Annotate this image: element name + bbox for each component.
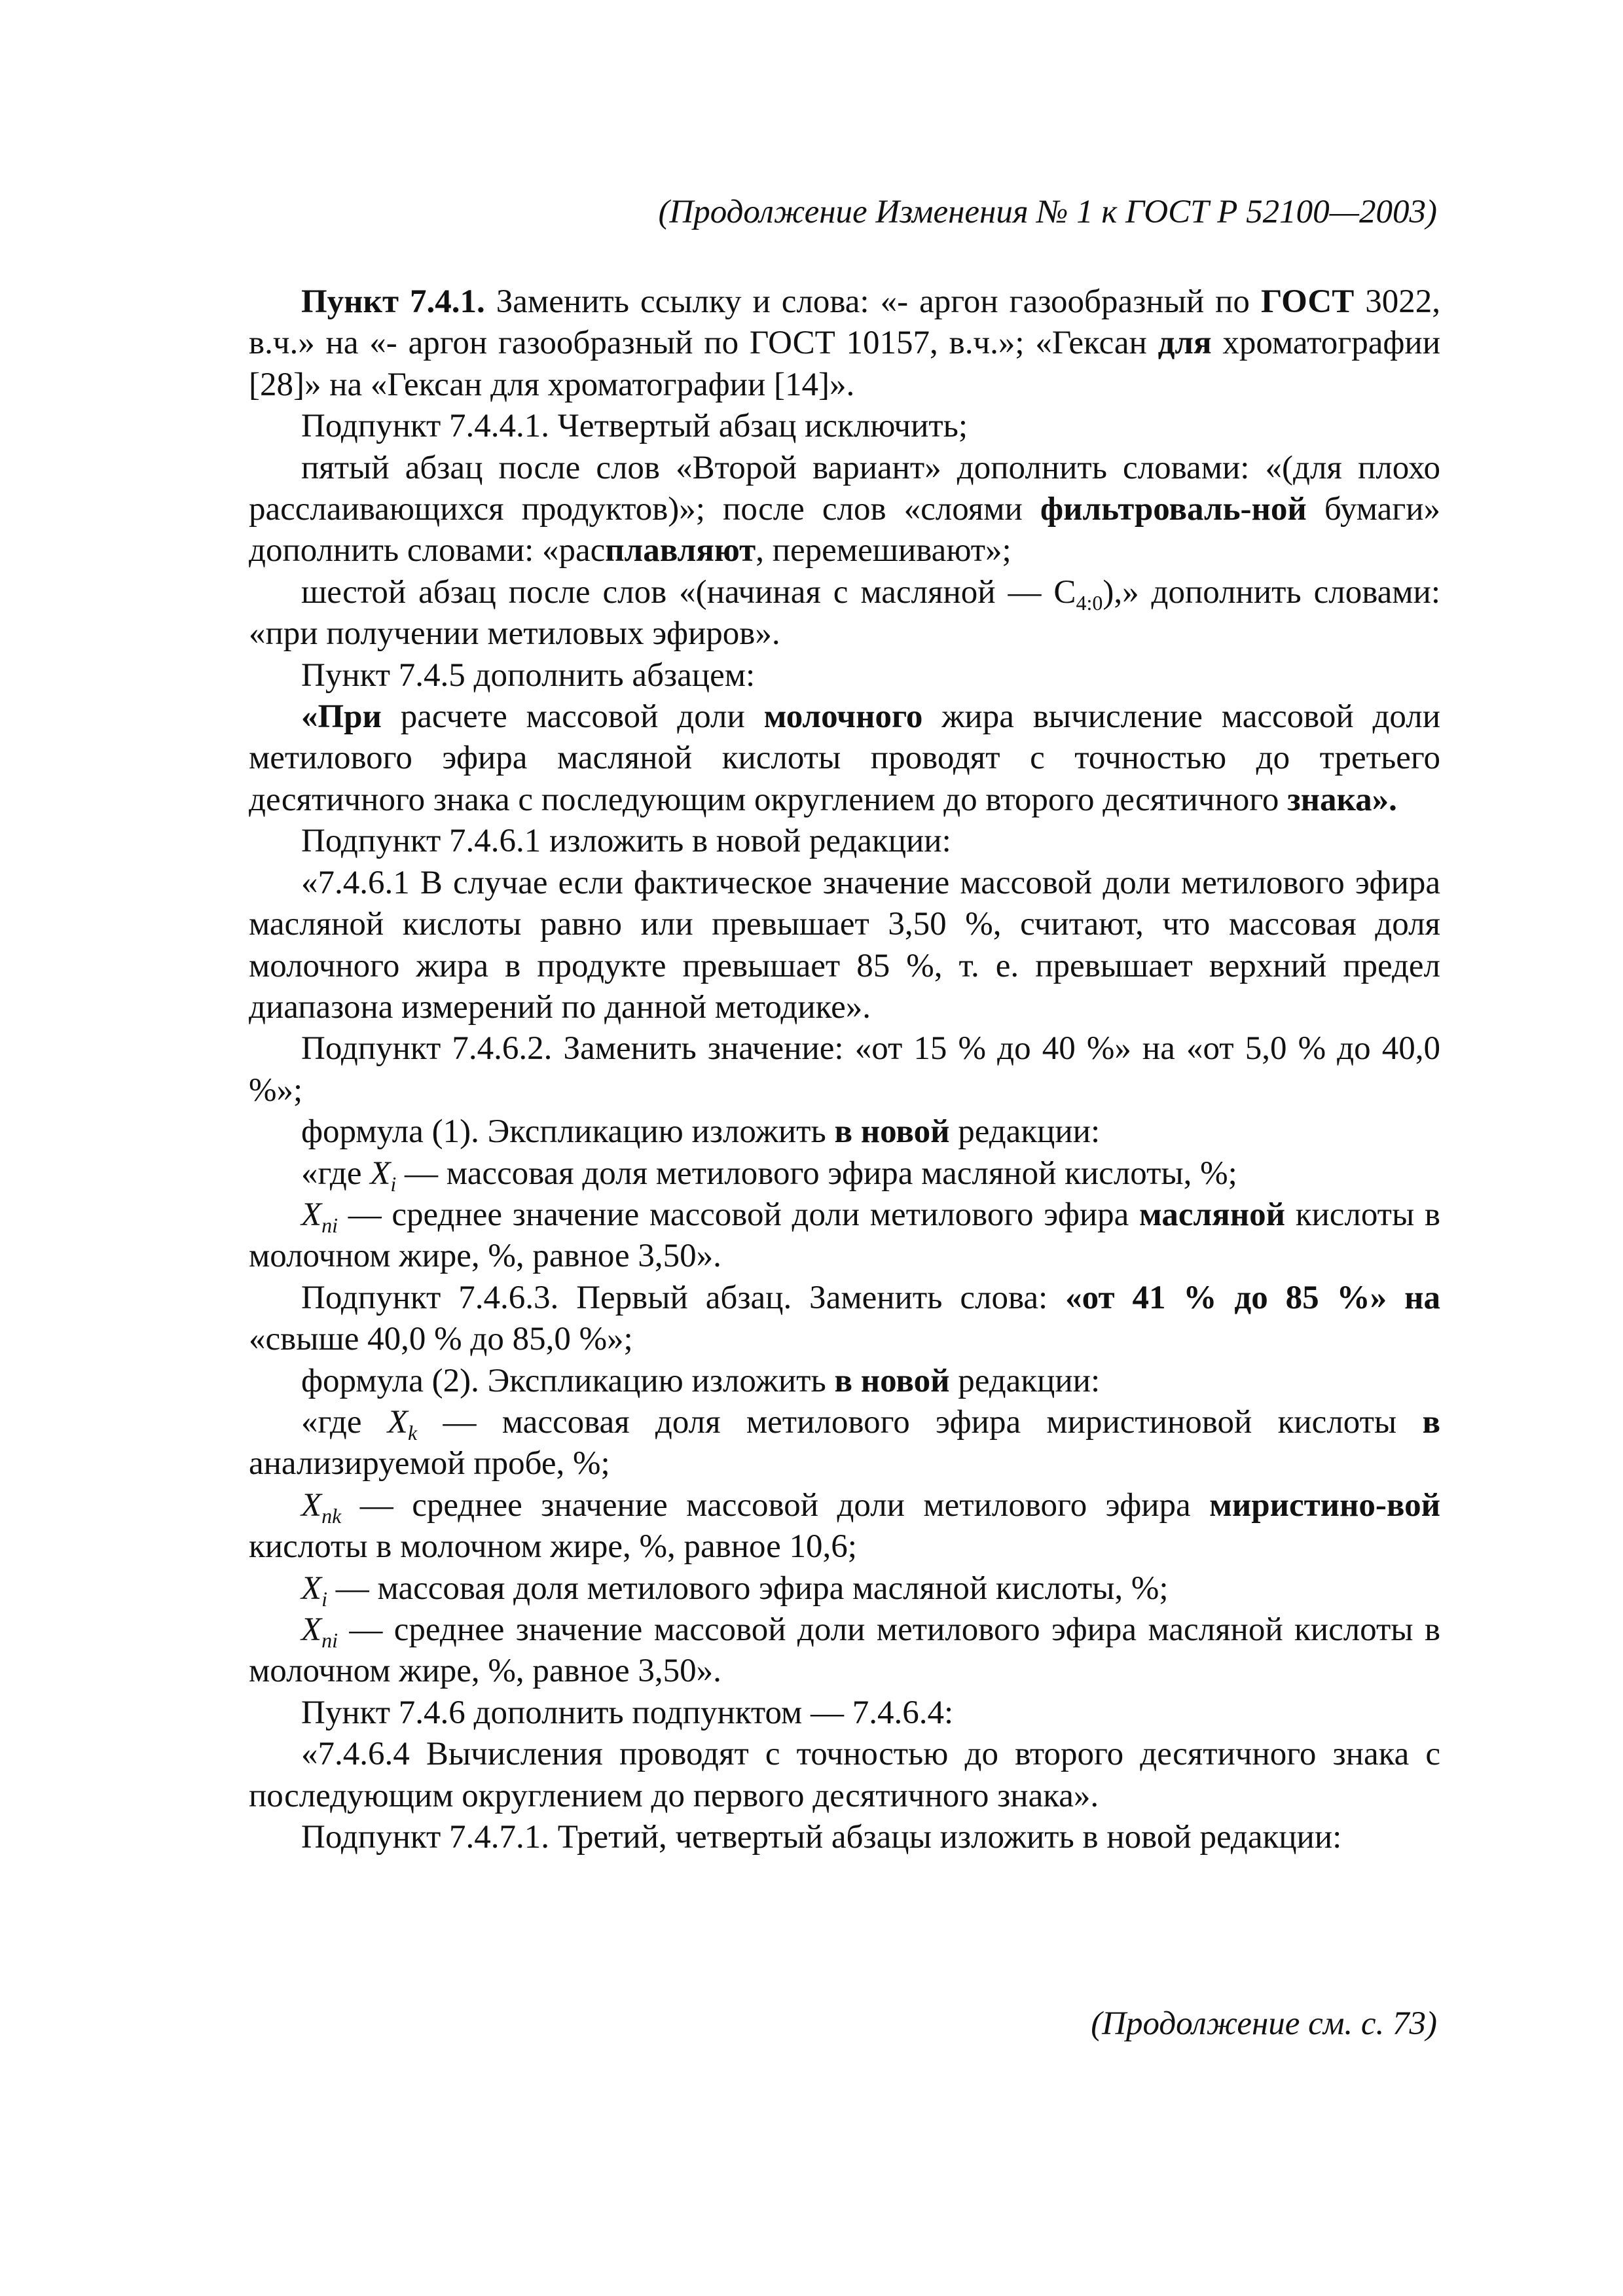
subscript: 4:0 <box>1076 591 1103 615</box>
text: — среднее значение массовой доли метилового эфира <box>338 1196 1139 1233</box>
bold-text: миристино-вой <box>1209 1486 1440 1524</box>
bold-text: в новой <box>834 1113 950 1151</box>
bold-text: фильтроваль-ной <box>1040 491 1307 528</box>
bold-text: в <box>1422 1403 1440 1441</box>
text: — среднее значение массовой доли метилового эфира <box>341 1486 1210 1524</box>
bold-text: для <box>1158 325 1212 362</box>
paragraph-15 <box>249 1402 1440 1485</box>
text: бумаги» дополнить словами: «рас <box>249 491 1440 569</box>
variable: X <box>301 1486 322 1524</box>
text: кислоты в молочном жире, %, равное 10,6; <box>249 1528 857 1566</box>
paragraph-17 <box>249 1568 1440 1609</box>
paragraph-8: «7.4.6.1 В случае если фактическое значение массовой доли метилового эфира масляной кислоты равно или превышает 3,50 %, считают, что массовая доля молочного жира в продукте превышает 85 %, т. е. превышает верхний предел диапазона измерений по данной методике». <box>249 864 1440 1026</box>
paragraph-19: Пункт 7.4.6 дополнить подпунктом — 7.4.6.4: <box>301 1694 954 1731</box>
paragraph-5: Пункт 7.4.5 дополнить абзацем: <box>301 656 756 694</box>
paragraph-11 <box>249 1153 1440 1194</box>
text: «где <box>301 1155 371 1192</box>
text: расчете массовой доли <box>381 698 764 736</box>
text: формула (2). Экспликацию изложить <box>301 1362 835 1399</box>
bold-text: молочного <box>763 698 923 736</box>
text: «свыше 40,0 % до 85,0 %»; <box>249 1321 633 1358</box>
paragraph-3 <box>249 448 1440 572</box>
paragraph-20: «7.4.6.4 Вычисления проводят с точностью до второго десятичного знака с последующим округлением до первого десятичного знака». <box>249 1736 1440 1814</box>
paragraph-9: Подпункт 7.4.6.2. Заменить значение: «от 15 % до 40 %» на «от 5,0 % до 40,0 %»; <box>249 1030 1440 1109</box>
text: жира вычисление массовой доли метилового эфира масляной кислоты проводят с точностью до третьего десятичного знака с последующим округлением до второго десятичного <box>249 698 1440 818</box>
text: Подпункт 7.4.6.3. Первый абзац. Заменить слова: <box>301 1279 1066 1316</box>
subscript: ni <box>321 1213 338 1238</box>
text: пятый абзац после слов «Второй вариант» дополнить словами: «(для плохо расслаивающихся продуктов)»; после слов «слоями <box>249 449 1440 528</box>
text: , перемешивают»; <box>756 532 1012 569</box>
paragraph-14 <box>249 1361 1440 1402</box>
text: — среднее значение массовой доли метилового эфира масляной кислоты в молочном жире, %, равное 3,50». <box>249 1611 1440 1690</box>
variable: X <box>387 1403 408 1441</box>
text: ),» дополнить словами: «при получении метиловых эфиров». <box>249 573 1440 653</box>
text: — массовая доля метилового эфира масляной кислоты, %; <box>396 1155 1237 1192</box>
subscript: i <box>390 1172 397 1196</box>
paragraph-13 <box>249 1278 1440 1361</box>
bold-text: ГОСТ <box>1260 283 1355 320</box>
text: редакции: <box>949 1362 1101 1399</box>
page-header: (Продолжение Изменения № 1 к ГОСТ Р 52100—2003) <box>658 194 1437 230</box>
variable: X <box>370 1155 391 1192</box>
bold-text: Пункт 7.4.1. <box>301 283 485 320</box>
text: кислоты в молочном жире, %, равное 3,50». <box>249 1196 1440 1275</box>
paragraph-10 <box>249 1111 1440 1153</box>
bold-text: знака». <box>1287 781 1397 818</box>
variable: X <box>301 1611 322 1648</box>
page-footer: (Продолжение см. с. 73) <box>1091 2005 1437 2042</box>
paragraph-18 <box>249 1609 1440 1693</box>
text: формула (1). Экспликацию изложить <box>301 1113 835 1151</box>
subscript: nk <box>321 1503 342 1528</box>
paragraph-7: Подпункт 7.4.6.1 изложить в новой редакции: <box>301 823 951 860</box>
subscript: i <box>321 1587 328 1611</box>
text: — массовая доля метилового эфира миристиновой кислоты <box>417 1403 1423 1441</box>
paragraph-4 <box>249 572 1440 655</box>
paragraph-21: Подпункт 7.4.7.1. Третий, четвертый абзацы изложить в новой редакции: <box>301 1819 1342 1856</box>
text: — массовая доля метилового эфира масляной кислоты, %; <box>327 1570 1169 1607</box>
paragraph-12 <box>249 1194 1440 1278</box>
text: редакции: <box>949 1113 1101 1151</box>
variable: X <box>301 1196 322 1233</box>
text: хроматографии [28]» на «Гексан для хроматографии [14]». <box>249 325 1440 403</box>
bold-text: «от 41 % до 85 %» на <box>1065 1279 1440 1316</box>
document-body <box>249 281 1440 1858</box>
text: шестой абзац после слов «(начиная с масляной — С <box>301 573 1076 611</box>
subscript: k <box>407 1421 418 1445</box>
bold-text: плавляют <box>605 532 756 569</box>
bold-text: в новой <box>834 1362 950 1399</box>
text: Заменить ссылку и слова: «- аргон газообразный по <box>484 283 1261 320</box>
paragraph-2: Подпункт 7.4.4.1. Четвертый абзац исключить; <box>301 408 968 445</box>
paragraph-16 <box>249 1485 1440 1568</box>
paragraph-1 <box>249 281 1440 406</box>
bold-text: масляной <box>1139 1196 1285 1233</box>
text: «где <box>301 1403 388 1441</box>
variable: X <box>301 1570 322 1607</box>
text: анализируемой пробе, %; <box>249 1445 610 1482</box>
bold-text: «При <box>301 698 382 736</box>
subscript: ni <box>321 1628 338 1653</box>
text: 3022, в.ч.» на «- аргон газообразный по ГОСТ 10157, в.ч.»; «Гексан <box>249 283 1441 362</box>
paragraph-6 <box>249 696 1440 821</box>
